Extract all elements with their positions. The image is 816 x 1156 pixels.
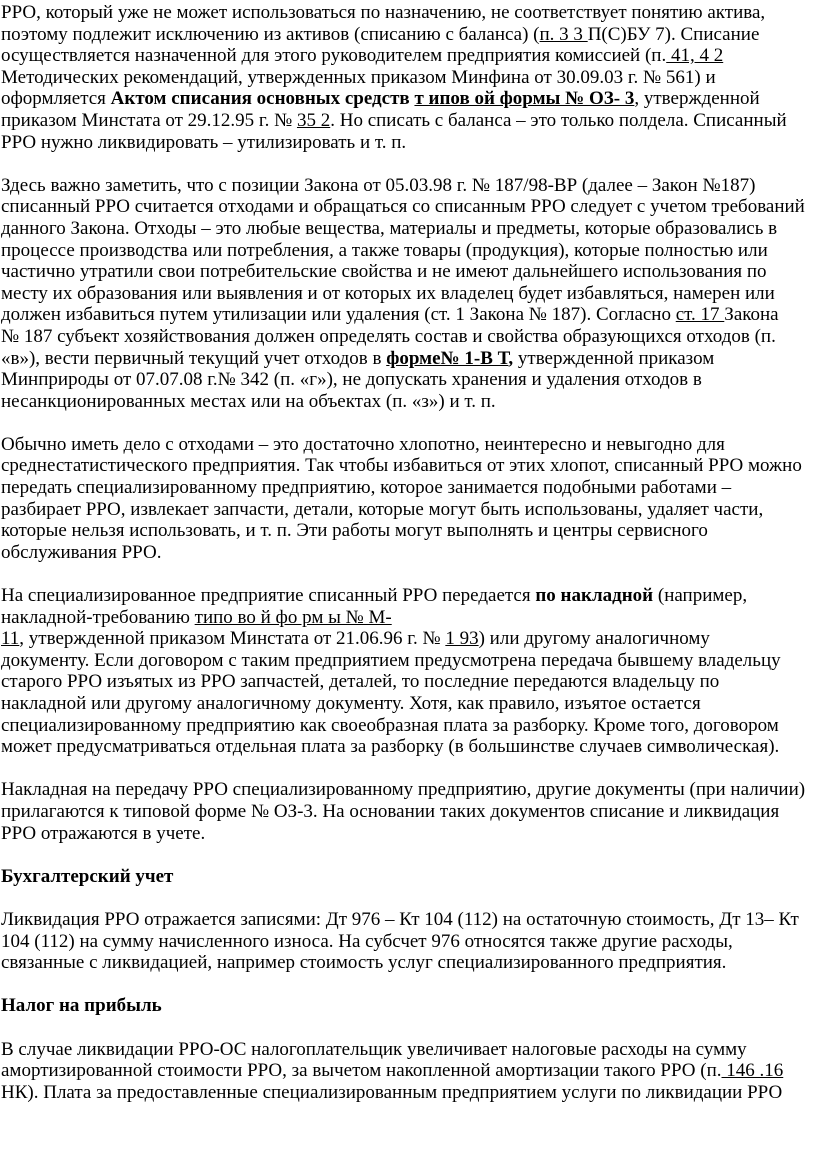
- text-segment: Здесь важно заметить, что с позиции Закона от 05.03.98 г. № 187/98-ВР (далее – Закон №187): [1, 174, 756, 196]
- document-reference-link[interactable]: 146 .16: [721, 1060, 784, 1082]
- text-line: [1, 261, 815, 283]
- text-line: [1, 110, 815, 132]
- text-segment: Актом списания основных средств: [110, 88, 410, 110]
- text-segment: поэтому подлежит исключению из активов (списанию с баланса) (: [1, 23, 540, 45]
- text-segment: . Но списать с баланса – это только полдела. Списанный: [330, 109, 787, 131]
- text-line: [1, 304, 815, 326]
- text-segment: осуществляется назначенной для этого руководителем предприятия комиссией (п.: [1, 45, 667, 67]
- text-line: [1, 671, 815, 693]
- text-segment: (например,: [653, 585, 748, 607]
- paragraph: [0, 434, 816, 564]
- text-line: [1, 132, 815, 154]
- text-line: [1, 693, 815, 715]
- document-reference-link[interactable]: т ипов ой формы № ОЗ- 3: [414, 88, 635, 110]
- text-line: [1, 218, 815, 240]
- text-line: [1, 434, 815, 456]
- text-line: [1, 823, 815, 845]
- text-line: [1, 45, 815, 67]
- text-segment: несанкционированных местах или на объектах (п. «з») и т. п.: [1, 390, 496, 412]
- text-line: [1, 779, 815, 801]
- text-segment: прилагаются к типовой форме № ОЗ-3. На основании таких документов списание и ликвидация: [1, 800, 780, 822]
- text-segment: РРО нужно ликвидировать – утилизировать и т. п.: [1, 131, 407, 153]
- document-reference-link[interactable]: 1 93: [445, 628, 479, 650]
- document-reference-link[interactable]: типо во й фо рм ы № М-: [194, 606, 392, 628]
- text-segment: приказом Минстата от 29.12.95 г. №: [1, 109, 297, 131]
- text-segment: На специализированное предприятие списанный РРО передается: [1, 585, 536, 607]
- paragraph: [0, 2, 816, 153]
- document-reference-link[interactable]: форме№ 1-В Т: [386, 347, 509, 369]
- text-segment: данного Закона. Отходы – это любые вещества, материалы и предметы, которые образовались в: [1, 217, 778, 239]
- text-segment: Закона: [724, 304, 779, 326]
- text-line: связанные с ликвидацией, например стоимость услуг специализированного предприятия.: [1, 952, 727, 974]
- document-body: [0, 2, 816, 844]
- text-line: [1, 801, 815, 823]
- paragraph: [0, 779, 816, 844]
- text-line: [1, 650, 815, 672]
- text-segment: оформляется: [1, 88, 111, 110]
- document-reference-link[interactable]: ст. 17: [675, 304, 725, 326]
- text-line: [1, 24, 815, 46]
- section-heading-accounting: Бухгалтерский учет: [1, 865, 174, 887]
- text-line: [1, 1082, 815, 1104]
- text-segment: среднестатистического предприятия. Так чтобы избавиться от этих хлопот, списанный РРО можно: [1, 455, 802, 477]
- text-segment: № 187 субъект хозяйствования должен определять состав и свойства образующихся отходов (п.: [1, 325, 776, 347]
- document-reference-link[interactable]: 41, 4 2: [666, 45, 724, 67]
- text-line: [1, 1039, 815, 1061]
- text-line: [1, 67, 815, 89]
- text-segment: которые нельзя использовать, и т. п. Эти работы могут выполнять и центры сервисного: [1, 520, 708, 542]
- text-segment: разбирает РРО, извлекает запчасти, детали, которые могут быть использованы, удаляет части,: [1, 498, 764, 520]
- text-segment: списанный РРО считается отходами и обращаться со списанным РРО следует с учетом требований: [1, 196, 805, 218]
- text-segment: НК). Плата за предоставленные специализированным предприятием услуги по ликвидации РРО: [1, 1081, 783, 1103]
- text-segment: РРО отражаются в учете.: [1, 822, 206, 844]
- text-line: [1, 477, 815, 499]
- text-line: [1, 585, 815, 607]
- text-segment: ,: [508, 347, 518, 369]
- text-line: [1, 369, 815, 391]
- document-reference-link[interactable]: 11: [1, 628, 20, 650]
- text-line: [1, 2, 815, 24]
- text-segment: специализированному предприятию как своеобразная плата за разборку. Кроме того, договором: [1, 714, 779, 736]
- text-line: [1, 175, 815, 197]
- section-heading-tax: Налог на прибыль: [1, 995, 162, 1017]
- text-segment: старого РРО изъятых из РРО запчастей, деталей, то последние передаются владельцу по: [1, 671, 720, 693]
- text-segment: ) или другому аналогичному: [478, 628, 710, 650]
- text-line: [1, 542, 815, 564]
- text-line: [1, 348, 815, 370]
- text-line: [1, 196, 815, 218]
- text-segment: П(С)БУ 7). Списание: [587, 23, 760, 45]
- text-segment: РРО, который уже не может использоваться по назначению, не соответствует понятию актива,: [1, 2, 766, 23]
- text-segment: передать специализированному предприятию, которое занимается подобными работами –: [1, 477, 732, 499]
- text-line: [1, 391, 815, 413]
- text-line: Ликвидация РРО отражается записями: Дт 976 – Кт 104 (112) на остаточную стоимость, Дт 13– Кт: [1, 908, 799, 930]
- text-segment: по накладной: [535, 585, 654, 607]
- paragraph: [0, 175, 816, 413]
- text-segment: «в»), вести первичный текущий учет отходов в: [1, 347, 387, 369]
- text-segment: амортизированной стоимости РРО, за вычетом накопленной амортизации такого РРО (п.: [1, 1060, 722, 1082]
- text-segment: , утвержденной: [634, 88, 760, 110]
- document-reference-link[interactable]: п. 3 3: [539, 23, 588, 45]
- text-segment: , утвержденной приказом Минстата от 21.06.96 г. №: [19, 628, 446, 650]
- text-line: [1, 607, 815, 629]
- paragraph: [0, 585, 816, 758]
- text-line: [1, 326, 815, 348]
- text-line: [1, 715, 815, 737]
- paragraph-accounting: [0, 909, 816, 974]
- text-segment: документу. Если договором с таким предприятием предусмотрена передача бывшему владельцу: [1, 649, 781, 671]
- document-reference-link[interactable]: 35 2: [296, 109, 331, 131]
- text-line: [1, 499, 815, 521]
- text-segment: Накладная на передачу РРО специализированному предприятию, другие документы (при наличии): [1, 779, 806, 801]
- text-line: [1, 520, 815, 542]
- text-segment: утвержденной приказом: [517, 347, 715, 369]
- text-segment: месту их образования или выявления и от которых их владелец будет избавляться, намерен или: [1, 282, 775, 304]
- text-segment: должен избавиться путем утилизации или удаления (ст. 1 Закона № 187). Согласно: [1, 304, 676, 326]
- text-segment: Минприроды от 07.07.08 г.№ 342 (п. «г»), не допускать хранения и удаления отходов в: [1, 369, 702, 391]
- text-segment: может предусматриваться отдельная плата за разборку (в большинстве случаев символическая).: [1, 736, 780, 758]
- text-line: [1, 1060, 815, 1082]
- text-segment: В случае ликвидации РРО-ОС налогоплательщик увеличивает налоговые расходы на сумму: [1, 1038, 747, 1060]
- text-line: [1, 88, 815, 110]
- paragraph-tax: [0, 1039, 816, 1104]
- text-segment: частично утратили свои потребительские свойства и не имеют дальнейшего использования по: [1, 261, 767, 283]
- text-segment: обслуживания РРО.: [1, 541, 162, 563]
- text-line: [1, 283, 815, 305]
- text-line: [1, 455, 815, 477]
- text-line: [1, 240, 815, 262]
- text-segment: Обычно иметь дело с отходами – это достаточно хлопотно, неинтересно и невыгодно для: [1, 433, 725, 455]
- text-segment: процессе производства или потребления, а также товары (продукция), которые полностью или: [1, 239, 768, 261]
- text-segment: накладной-требованию: [1, 606, 195, 628]
- text-line: 104 (112) на сумму начисленного износа. На субсчет 976 относятся также другие расходы,: [1, 930, 733, 952]
- text-line: [1, 736, 815, 758]
- text-segment: Методических рекомендаций, утвержденных приказом Минфина от 30.09.03 г. № 561) и: [1, 66, 716, 88]
- text-line: [1, 628, 815, 650]
- text-segment: накладной или другому аналогичному документу. Хотя, как правило, изъятое остается: [1, 693, 701, 714]
